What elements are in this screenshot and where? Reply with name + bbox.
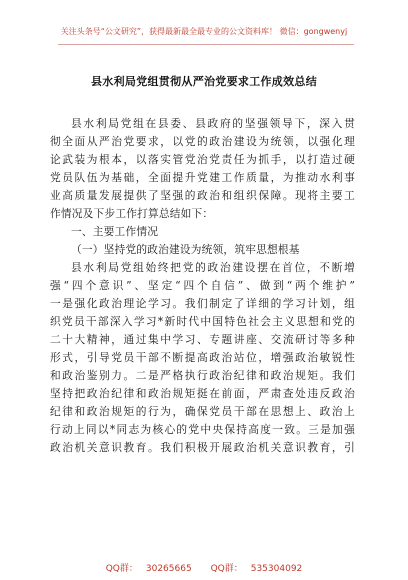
header-banner: 关注头条号“公文研究”，获得最新最全最专业的公文资料库！ 微信：gongwenyj — [60, 27, 348, 36]
body-line: 县水利局党组在县委、县政府的坚强领导下，深入贯 — [71, 117, 355, 130]
body-line: 形式，引导党员干部不断提高政治站位，增强政治敏锐性 — [50, 351, 355, 364]
footer-contact — [0, 561, 408, 574]
document-title: 县水利局党组贯彻从严治党要求工作成效总结 — [91, 75, 317, 88]
qq-number: 30265665 — [145, 564, 192, 574]
header-divider — [58, 44, 354, 45]
body-line: 彻全面从严治党要求，以党的政治建设为统领，以强化理 — [50, 135, 355, 148]
qq-number: 535304092 — [250, 564, 303, 574]
qq-label: QQ群： — [105, 564, 138, 574]
body-line: 论武装为根本，以落实管党治党责任为抓手，以打造过硬 — [50, 153, 355, 166]
body-line: 强“四个意识”、坚定“四个自信”、做到“两个维护” — [50, 279, 355, 292]
body-line: 纪律和政治规矩的行为，确保党员干部在思想上、政治上 — [50, 405, 355, 418]
section-heading: 一、主要工作情况 — [71, 225, 159, 238]
body-line: 和政治鉴别力。二是严格执行政治纪律和政治规矩。我们 — [50, 369, 355, 382]
body-line: 一是强化政治理论学习。我们制定了详细的学习计划，组 — [50, 297, 355, 310]
body-line: 业高质量发展提供了坚强的政治和组织保障。现将主要工 — [50, 189, 355, 202]
body-line: 作情况及下步工作打算总结如下： — [50, 207, 214, 220]
body-line: 县水利局党组始终把党的政治建设摆在首位，不断增 — [71, 261, 355, 274]
qq-label: QQ群： — [210, 564, 243, 574]
body-line: 政治机关意识教育。我们积极开展政治机关意识教育，引 — [50, 441, 355, 454]
subsection-heading: （一）坚持党的政治建设为统领，筑牢思想根基 — [71, 243, 300, 256]
body-line: 二十大精神，通过集中学习、专题讲座、交流研讨等多种 — [50, 333, 355, 346]
body-line: 坚持把政治纪律和政治规矩挺在前面，严肃查处违反政治 — [50, 387, 355, 400]
body-line: 党员队伍为基础，全面提升党建工作质量，为推动水利事 — [50, 171, 355, 184]
qq-group-2 — [207, 564, 307, 574]
document-body — [50, 115, 355, 457]
body-line: 行动上同以*同志为核心的党中央保持高度一致。三是加强 — [50, 423, 355, 436]
qq-group-1 — [102, 564, 196, 574]
body-line: 织党员干部深入学习*新时代中国特色社会主义思想和党的 — [50, 315, 355, 328]
